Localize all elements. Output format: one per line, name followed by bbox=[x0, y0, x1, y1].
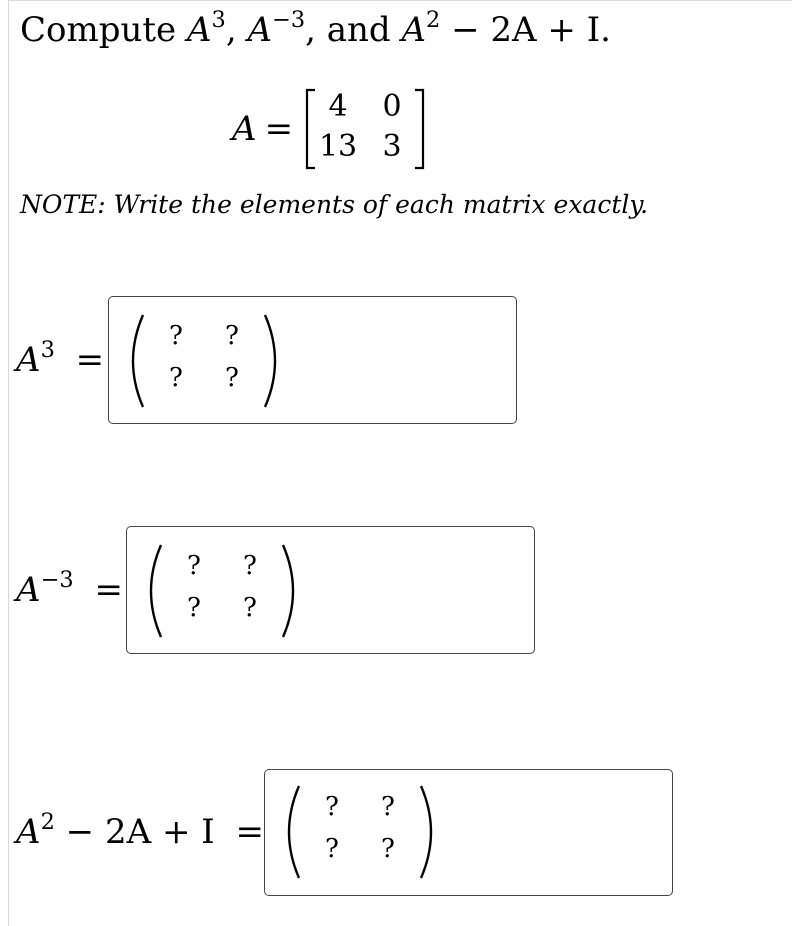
answer-matrix-a2-2a-i bbox=[275, 778, 445, 888]
title-exp-2: 2 bbox=[426, 7, 441, 34]
title-exp-neg3: −3 bbox=[272, 7, 306, 34]
answer-matrix-a3 bbox=[119, 307, 289, 417]
matrix-cell-input[interactable]: ? bbox=[169, 321, 183, 351]
matrix-cell-input[interactable]: ? bbox=[381, 834, 395, 864]
parenthesis-icon bbox=[119, 307, 289, 417]
given-matrix bbox=[305, 86, 425, 172]
given-cell: 3 bbox=[382, 129, 402, 164]
given-cell: 4 bbox=[328, 89, 348, 124]
matrix-cell-input[interactable]: ? bbox=[225, 321, 239, 351]
answer-box-a2-2a-i[interactable] bbox=[264, 769, 673, 896]
answer-label-a3: $A^3$ = bbox=[16, 337, 105, 380]
given-cell: 0 bbox=[382, 89, 402, 124]
given-matrix-equation bbox=[232, 86, 425, 172]
answer-label-a2-2a-i: $A^2 - 2A + I$ = bbox=[16, 809, 264, 852]
matrix-cell-input[interactable]: ? bbox=[381, 792, 395, 822]
note-text: NOTE: Write the elements of each matrix exactly. bbox=[20, 190, 649, 219]
answer-box-a3[interactable] bbox=[108, 296, 517, 424]
parenthesis-icon bbox=[137, 537, 307, 647]
answer-matrix-a-neg3 bbox=[137, 537, 307, 647]
title-exp-3: 3 bbox=[211, 7, 226, 34]
title-prefix: Compute bbox=[20, 10, 177, 50]
given-cell: 13 bbox=[318, 129, 358, 164]
title-tail: − 2A + I. bbox=[451, 10, 611, 50]
matrix-cell-input[interactable]: ? bbox=[325, 834, 339, 864]
parenthesis-icon bbox=[275, 778, 445, 888]
problem-title: Compute $A^3$, $A^{-3}$, and $A^2 - 2A + I$. bbox=[20, 7, 611, 50]
answer-label-a-neg3: $A^{-3}$ = bbox=[16, 567, 123, 610]
matrix-cell-input[interactable]: ? bbox=[225, 363, 239, 393]
answer-box-a-neg3[interactable] bbox=[126, 526, 535, 654]
matrix-cell-input[interactable]: ? bbox=[187, 551, 201, 581]
matrix-cell-input[interactable]: ? bbox=[187, 593, 201, 623]
matrix-cell-input[interactable]: ? bbox=[243, 593, 257, 623]
matrix-cell-input[interactable]: ? bbox=[325, 792, 339, 822]
matrix-cell-input[interactable]: ? bbox=[243, 551, 257, 581]
matrix-cell-input[interactable]: ? bbox=[169, 363, 183, 393]
given-matrix-label: A bbox=[232, 109, 257, 149]
given-equals-sign: = bbox=[264, 109, 294, 149]
